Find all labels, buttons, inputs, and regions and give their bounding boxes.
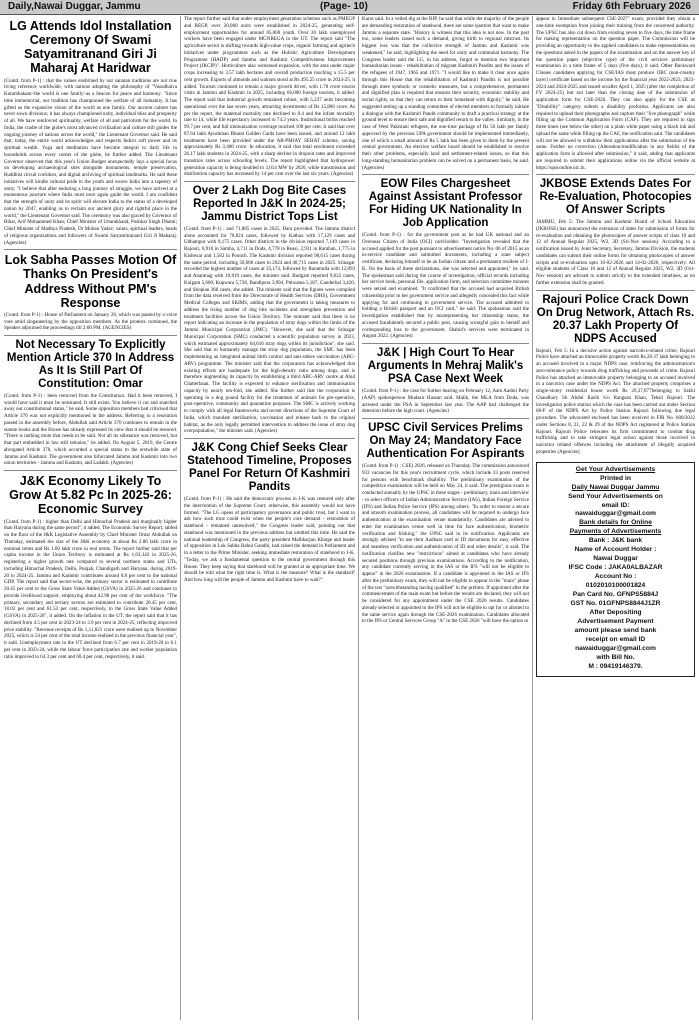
issue-date: Friday 6th February 2026 <box>572 1 691 12</box>
article-body: (Contd. from P-1) : House of Parliament on January 28, which was passed by a voice vote amid sloganeering by the opposition members. As the protests continued, the Speaker adjourned the proceedings till 2:00 PM. (AGENCIES) <box>4 311 177 332</box>
article-body: The report further said that under employment generation schemes such as PMEGP and REGP, over 20,000 units were established in 2024-25, generating self-employment opportunities for around 85,000 youth. Over 20 lakh unemployed workers have been engaged under MGNREGA in the UT. The report said "The agriculture sector is shifting towards high-value crops, organic farming and agritech initiatives under programmes such as the Holistic Agriculture Development Programme (HADP) and Jammu and Kashmir Competitiveness Improvement Project (JKCIP)". Horticulture also witnessed expansion, with the area under major crops increasing to 3.57 lakh hectares and overall production touching a 15.5 per cent growth. Exports of almonds and walnuts stood at Rs 495.25 crore in 2024-25, it added. Tourism continued to remain a major growth driver, with 1.78 crore tourist visits in Jammu and Kashmir in 2025, including 66,000 foreign tourists, it added. The report said that industrial growth remained robust, with 5,237 units becoming operational over the last seven years, attracting investments of Rs 15,800 crore. As per the report, the maternal mortality rate declined to 8.4 and the infant mortality rate to 14, while life expectancy increased to 74.3 years. Institutional births reached 99.7 per cent, and full immunisation coverage touched 100 per cent. It said that over 87.64 lakh Ayushman Bharat Golden Cards have been issued, and around 12 lakh treatments have been provided under the AB-PMJAY SEHAT scheme, saving approximately Rs 3,400 crore. In education, it said that total enrolment exceeded 26.17 lakh students in 2024-25, with a sharp decline in dropout rates and improved transition rates across schooling levels. The report highlighted that hydropower generation capacity is being doubled to 3,014 MW by 2026, while transmission and distribution capacity has increased by 14 per cent over the last six years. (Agencies) <box>184 16 355 178</box>
ad-line: Bank details for Online <box>579 519 652 527</box>
ad-phone: M : 09419146379. <box>588 662 643 670</box>
column-rule <box>358 16 359 1020</box>
ad-line: Nawai Duggar <box>593 555 638 563</box>
ad-line: Daily Nawai Duggar Jammu <box>571 483 660 491</box>
article-body: appear in Immediate subsequent CSE-2027" exam, provided they obtain a one-time exemption from joining their training from the concerned authority. The UPSC has also cut down from existing seven to five days, the time frame for making representation on the question paper. The Commission will be providing an opportunity to the applied candidates to make representations on the questions asked in the papers of the examination and on the answer key of the question paper (objective type) of the civil services preliminary examination in a time frame of 5 days (five days), it said. Other Backward Classes candidates applying for CSE/IAS must produce OBC (non-creamy layer) certificate based on the income for the financial year 2022-2023, 2023-2024 and 2024-2025 and issued on/after April 1, 2025 (after the completion of FY 2024-25) but not later than the closing date of the submission of application form for CSE-2026. They can also apply for the CSE as "Disability" category submit a disability proforma. Applicants are also required to upload their photographs and capture their "live photograph" while filling up the Common Application Form (CAF). They are required to sign three times (see below the other) on a plain white paper using a black ink and upload the same while filling up the CAF, the notification said. The candidates will not be allowed to withdraw their applications after the submission of the same. Further no correction (Alteration/modification in any fields) of the application form is allowed after submission," it said, adding that applicants are required to submit their applications online via the official website at https://upsconline.nic.in. <box>536 16 695 171</box>
ad-line: GST No. 01GFNPS8844J1ZR <box>570 600 661 608</box>
ad-line: IFSC Code : JAKA0ALBAZAR <box>568 564 663 572</box>
column-3 <box>362 16 529 1020</box>
article-body: (Contd. from P-1) : the case for further hearing on February 12, Aam Aadmi Party (AAP) spokesperson Mudasir Hassan said. Malik, the MLA from Doda, was arrested under the PSA in September last year. The AAP had challenged the detention before the high court. (Agencies) <box>362 388 529 415</box>
ad-line: Account No : <box>594 573 637 581</box>
article-body: (Contd. from P-1) : for the government post as he had UK national and an Overseas Citizen of India (OCI) card-holder. "Investigation revealed that the accused applied for the post pursuant to advertisement notice No. 06 of 2015 as an in-service candidate and submitted documents, including a state subject certificate, declaring himself to be an Indian citizen and a permanent resident of J-K. On the basis of these declarations, she was selected and appointed," he said. The spokesman said during the course of investigation, official records including her service book, personal file, application form, and selection committee minutes were seized and examined. "It confirmed that the accused had acquired British citizenship prior to her government service and allegedly concealed this fact while applying for and continuing in government service. The accused admitted to holding a British passport and an OCI card," he said. The spokesman said the investigation established that by misrepresenting her citizenship status, the accused fraudulently secured a public post, causing wrongful gain to herself and corresponding loss to the government. Shahid's services were terminated in August 2022. (Agencies) <box>362 232 529 340</box>
headline-upsc: UPSC Civil Services Prelims On May 24; Mandatory Face Authentication For Aspirants <box>366 422 525 461</box>
divider <box>4 335 177 336</box>
ad-line: 0102010100001824 <box>585 582 646 590</box>
article-body: (Contd. from P-1) : and 71,885 cases in 2025, Dara provided. The Jammu district alone accounted for 78,824 cases, followed by Kathua with 17,129 cases and Udhampur with 8,175 cases. Other districts in the division reported 7,149 cases in Rajouri, 6,910 in Samba, 4,711 in Doda, 4,778 in Reasi, 2,931 in Ramban, 1,775 in Kishtwar and 1,582 in Poonch. The Kashmir division reported 98,615 cases during the same period, including 58,000 cases in 2024 and 40,715 cases in 2025. Srinagar recorded the highest number of cases at 35,174, followed by Baramulla with 12,893 and Anantnag with 10,819 cases, the minister said. Budgam reported 9,622 cases, Kulgam 5,600, Kupwara 5,738, Bandipora 3,994, Pulwama 5,187, Ganderbal 3,420, and Shopian 360 cases, she added. The minister said that the figures were compiled from the data received from the Directorate of Health Services (DHS), Government Medical Colleges and SKIMS, adding that the government is taking measures to address the rising number of dog bite incidents and strengthen prevention and treatment facilities across the Union Territory. The minister said that there is no report indicating an increase in the population of stray dogs within the limits of the Jammu Municipal Corporation (JMC). "However, she said that the Srinagar Municipal Corporation (SMC) conducted a scientific population survey in 2023, which estimated approximately 64,616 stray dogs within its jurisdiction", she said. She said that to humanely manage the stray dog population, the SMC has been implementing an integrated animal birth control and anti-rabies vaccination (ABC-ARV) programme. The minister said that the corporation has acknowledged that existing efforts are inadequate for the high-density ratio among dogs, and is therefore augmenting its capacity by establishing a third ABC-ARV centre at Abid Chatterbaan. The facility is expected to enhance sterilisation and immunisation capacity by nearly ten-fold, she added. She further said that the corporation is operating in a dog pound facility for the treatment of animals for pre-operative, post-operative, community and quarantine purposes. The SMC is actively working to comply with all legal frameworks and recent directions of the Supreme Court of India, which mandate sterilisation, vaccination and release back to the original habitat, as the only legally permitted intervention to address the issue of stray dog overpopulation," the minister said. (Agencies) <box>184 225 355 435</box>
masthead <box>0 0 699 15</box>
ad-line: email ID: <box>601 501 630 509</box>
headline-high-court: J&K | High Court To Hear Arguments In Mehraj Malik's PSA Case Next Week <box>367 347 524 386</box>
ad-line: Advertisement Payment <box>577 618 654 626</box>
headline-article-370: Not Necessary To Explicitly Mention Article 370 In Address As It Is Still Part Of Constitution: Omar <box>6 339 175 390</box>
column-4 <box>536 16 695 1020</box>
ad-line: receipt on email ID <box>585 636 646 644</box>
ad-line: amount please send bank <box>574 627 657 635</box>
column-rule <box>180 16 181 1020</box>
ad-email: nawaiduggar@gmail.com <box>575 645 656 653</box>
article-body: (Contd. from P-1) : He said the democratic process in J-K was restored only after the intervention of the Supreme Court; otherwise, this assembly would not have formed. "The LG opens of participatory governance and public trust, but I want to ask how such trust could exist when the people's core demand - restoration of statehood - remained unresolved," the Congress leader said, pointing out that statehood was mentioned in the previous address but omitted this time. He said the national leadership of Congress, the party president Mallikarjun Kharge and leader of opposition in Lok Sabha Rahul Gandhi, had raised the demand in Parliament and in a letter to the Prime Minister, seeking immediate restoration of statehood to J-K. "Today, we ask a fundamental question to the central government through this House. They keep saying that statehood will be granted at an appropriate time. We should be told what the right time is. What is the measure? What is the standard? And how long will the people of Jammu and Kashmir have to wait?" <box>184 496 355 584</box>
divider <box>536 174 695 175</box>
headline-economic-survey: J&K Economy Likely To Grow At 5.82 Pc In 2025-26: Economic Survey <box>9 474 172 517</box>
ad-line: Payments of Advertisements <box>569 528 662 536</box>
ad-line: Send Your Advertisements on <box>568 492 663 500</box>
divider <box>184 438 355 439</box>
article-body: Rajouri, Feb 5: In a decisive action against narcotics-related crime, Rajouri Police have attached an immovable property worth Rs.20.37 lakh belonging to an accused involved in a major NDPS case, reinforcing the administration's zero-tolerance policy towards drug trafficking and proceeds of crime. Rajouri Police has attached an immovable property belonging to an accused involved in a narcotics case under the NDPS Act. The attached property comprises a single-storey residential house worth Rs 20,37,877belonging to Sakhi Chaudhary Sh Abdul Razik S/o Rangsan Khan, Tehsil Rajouri. The investigation police station which the case has been carried out under Section 68-F of the NDPS Act by Police Station Rajouri following due legal procedure. The advocated enclosed has been received in FIR No. 600/2022 under Sections 8, 21, 22 & 29 of the NDPS Act registered at Police Station Rajouri. Rajouri Police reiterates its firm commitment to combat drug trafficking and to take stringent legal action against those involved in narcotics related offences including the attachment of illegally acquired properties (Agencies) <box>536 347 695 455</box>
headline-dog-bite: Over 2 Lakh Dog Bite Cases Reported In J&K In 2024-25; Jammu District Tops List <box>192 185 347 223</box>
divider <box>184 181 355 182</box>
column-2 <box>184 16 355 1020</box>
divider <box>362 174 529 175</box>
ad-line: Pan Card No. GFNPS5884J <box>572 591 659 599</box>
headline-lg-idol-ceremony: LG Attends Idol Installation Ceremony Of Swami Satyamitranand Giri Ji Maharaj At Haridwar <box>9 19 172 76</box>
article-body: JAMMU, Feb 5: The Jammu and Kashmir Board of School Education (JKBOSE) has announced the extension of dates for submission of forms for re-evaluation and obtaining the photocopies of answer scripts of class 10 and 12 of Annual Regular 2025, W2, 3D (Sri-Nov session). According to a notification issued by Joint Secretary, Secretary, Jammu Division, the students candidates can submit their online forms for obtaining photocopies of answer scripts and re-evaluation upto 10-02-2026 and 14-02-2026, respectively. All eligible students of Class 10 and 12 of Annual Regular 2025, W2, 3D (Oct-Nov session) are advised to submit strictly to the extended timelines, as no further extension shall be granted. <box>536 219 695 286</box>
ad-email: nawaiduggar@gmail.com <box>575 510 656 518</box>
headline-rajouri-police: Rajouri Police Crack Down On Drug Network, Attach Rs. 20.37 Lakh Property Of NDPS Accused <box>536 293 695 345</box>
column-rule <box>532 16 533 1020</box>
ad-line: After Depositing <box>589 609 642 617</box>
divider <box>536 290 695 291</box>
ad-line: Name of Account Holder : <box>574 546 657 554</box>
headline-jkbose: JKBOSE Extends Dates For Re-Evaluation, Photocopies Of Answer Scripts <box>539 178 692 217</box>
ad-line: Get Your Advertisements <box>575 465 656 473</box>
article-body: Karra said. In a veiled dig at the BJP, he said that while the majority of the people are demanding restoration of statehood, there are some quarters that want to make Jammu a separate state. "History is witness that this idea is not new. In the past too, some leaders raised such a demand, giving birth to regional mistrust. Its biggest loss was that the collective strength of Jammu and Kashmir was weakened," he said, highlighting the need for unity and communal harmony. The Congress leader said the LG, in his address, forgot to mention two important humanitarian issues - rehabilitation of migrant Kashmiri Pandits and the issues of the refugees of 1947, 1965 and 1971. "I would like to make it clear once again through this House that the rehabilitation of Kashmiri Pandits is not possible through mere symbolic or cosmetic measures, but a comprehensive, permanent and dignified plan is required that ensures their security, economic stability and social rights, so that they can return to their homeland with dignity," he said. He suggested setting up a standing committee of elected members to formally initiate a dialogue with the Kashmiri Pandit community to draft a practical strategy at the ground level to ensure their safe and dignified return to the valley. Similarly, in the case of West Pakistani refugees, the one-time package of Rs 50 lakh per family approved by the previous UPA government should be implemented immediately, one of which a small amount of Rs 5 lakh has been given to them by the present central government. An election welfare board should be established to resolve their other problems, especially land and settlement-related issues, so that this long-standing humanitarian problem can be solved on a permanent basis, he said. (Agencies) <box>362 16 529 171</box>
advertisement-box <box>536 462 695 677</box>
divider <box>362 418 529 419</box>
ad-line: Printed in <box>600 474 631 482</box>
headline-statehood: J&K Cong Chief Seeks Clear Statehood Timeline, Proposes Panel For Return Of Kashmiri Pandits <box>187 442 352 494</box>
ad-line: with Bill No. <box>596 653 635 661</box>
article-body: (Contd. from P-1) : been removed from the Constitution. Had it been removed, I would have said it must be reinstated. It still exists. You believe it cut and snatched away our constitutional status," he said. Some opposition members had criticised that Article 370 was not explicitly mentioned in the address. Referring to a resolution passed in the assembly before, Abdullah said Article 370 continues to remain in the statute books and the House has already expressed its view that it should be restored. "There is nothing more that needs to be said. Not all its substance was removed, but that part embedded in law still remains," he added. On August 5, 2019, the Centre abrogated Article 370, which accorded a special status to the erstwhile state of Jammu and Kashmir. The government also bifurcated Jammu and Kashmir into two union territories - Jammu and Kashmir, and Ladakh. (Agencies) <box>4 392 177 467</box>
divider <box>4 249 177 250</box>
newspaper-name: Daily,Nawai Duggar, Jammu <box>8 1 141 12</box>
column-1 <box>4 16 177 1020</box>
page-number: (Page- 10) <box>320 1 368 12</box>
divider <box>4 470 177 471</box>
ad-line: Bank : J&K bank <box>588 537 643 545</box>
article-body: (Contd. from P-1) : higher than Delhi and Himachal Pradesh and marginally higher than Haryana during the same period", it added. The Economic Survey Report, tabled on the floor of the J&K Legislative Assembly by Chief Minister Omar Abdullah on Thursday, estimated the size of the J&K economy at about Rs 2.86 lakh crore in nominal terms and Rs 1.60 lakh crore in real terms. The report further said that per capita income in the Union Territory is estimated at Rs 1,63,342 in 2025-26, registering a higher growth rate compared to several northern states and UTs, including Himachal Pradesh, Delhi, Punjab, Chandigarh and Haryana, during 2019-20 to 2024-25. Jammu and Kashmir contributes around 0.8 per cent to the national GDP. The report said that sector-wise, the primary sector is estimated to contribute 20.45 per cent to the Gross State Value Added (GSVA) in 2025-26 and continues to provide livelihood support, employing about 42.98 per cent of the workforce. "The primary, secondary and tertiary sectors are estimated to contribute 20.45 per cent, 18.02 per cent and 61.53 per cent, respectively, to the Gross State Value Added (GSVA) in 2025-26", it added. On the inflation in the UT, the report said that it has declined from 4.5 per cent in 2023-24 to 3.9 per cent in 2024-25, reflecting improved price stability. "Revenue receipts of Rs 1,11,821 crore were realised up to November 2025, which is 54 per cent of the total income realised in the previous financial year", it said. Unemployment rate in the UT declined from 6.7 per cent in 2019-20 to 6.1 per cent in 2023-24, while the labour force participation rate and worker population ratio improved to 64.3 per cent and 60.4 per cent, respectively, it said. <box>4 518 177 660</box>
headline-lok-sabha: Lok Sabha Passes Motion Of Thanks On President's Address Without PM's Response <box>4 253 177 310</box>
article-body: (Contd. from P-1) : that the values enshrined by our sanatan traditions are our true living reference worldwide, with nations adopting the philosophy of "Vasudhaiva Kutumbakam-'the world is one family'-as a beacon for peace and harmony. "Since time immemorial, our tradition has championed the welfare of all humanity. It has gifted us the expansive vision of the world as one family. Our ancient culture has never sown divisions; it has always championed unity, individual bliss and prosperity of all. We have reinforced spirituality, welfare of all and patriotism for the world. In India, the cradle of the globe's most advanced civilization and culture still guides the ongoing journey of nations across the world," the Lieutenant Governor said. He said that, today, the entire world acknowledges and respects India's soft power and its spiritual wealth. Yoga and meditation have become integral to daily life in households across every corner of the globe, he further added. The Lieutenant Governor observed that this year's Union Budget unexpectedly lays a special focus on developing archaeological sites alongside monuments, temple preservation, Buddhist circuit corridors, and digital archiving of spiritual landmarks. He said these initiatives will kindle cultural pride in the youth and weave India into a tapestry of unity. "I believe that after enduring a long journey of struggle, we have arrived at a momentous juncture where India must once again guide the world. I am confident that the strength of unity and its spirit will elevate India to the status of a developed nation by 2047, enabling us to reclaim our ancient glory and rightful place in the world," the Lieutenant Governor said. The ceremony was also graced by Governor of Bihar, Arif Mohammed Khan; Chief Minister of Uttarakhand, Pushkar Singh Dhami; Chief Minister of Madhya Pradesh, Dr Mohan Yadav; saints, spiritual leaders, heads of religious organizations and followers of Swami Satyamitranand Giri Ji Maharaj. (Agencies) <box>4 77 177 246</box>
divider <box>362 343 529 344</box>
headline-eow-chargesheet: EOW Files Chargesheet Against Assistant Professor For Hiding UK Nationality In Job Application <box>368 178 523 230</box>
article-body: (Contd. from P-1) : CSE) 2026, released on Thursday. The commission announced 933 vacancies for this year's recruitment cycle, which include 33 posts reserved for persons with benchmark disability. The preliminary examination of the competitive examination will be held on May 24, it said. The prestigious exam is conducted annually by the UPSC in three stages - preliminary, main and interview - to select officers of Indian Administrative Service (IAS), Indian Foreign Service (IFS) and Indian Police Service (IPS) among others. "In order to ensure a secure and smooth examination process, all candidates will be required to undergo face authentication at the examination venue mandatorily. Candidates are advised to enter the examination venue well in time for face authentication, biometric verification and frisking," the UPSC said in its notification. Applicants are strongly advised "to use their Aadhaar card or ID documents for easy, effective and seamless verification and authentication of ID and other details", it said. The notification clarifies new "restrictions" aimed at candidates who have already secured positions through previous examinations. According to the notification, any candidate currently serving in the IAS or the IFS "will not be eligible to appear" in the 2026 examination. If a candidate is appointed to the IAS or IFS after the preliminary exam, they will not be eligible to appear in the "main" phase of the test "notwithstanding having qualified" in the prelims. If appointed after the commencement of the main exam but before the results are declared, they will not be considered for any appointment under the CSE 2026 results. Candidates already selected or appointed to the IPS will not be eligible to opt for or allotted to the same service again through the CSE-2026 examination. Candidates allocated to the IPS or Central Services Group "A" in the CSE 2026 "will have the option to <box>362 463 529 625</box>
